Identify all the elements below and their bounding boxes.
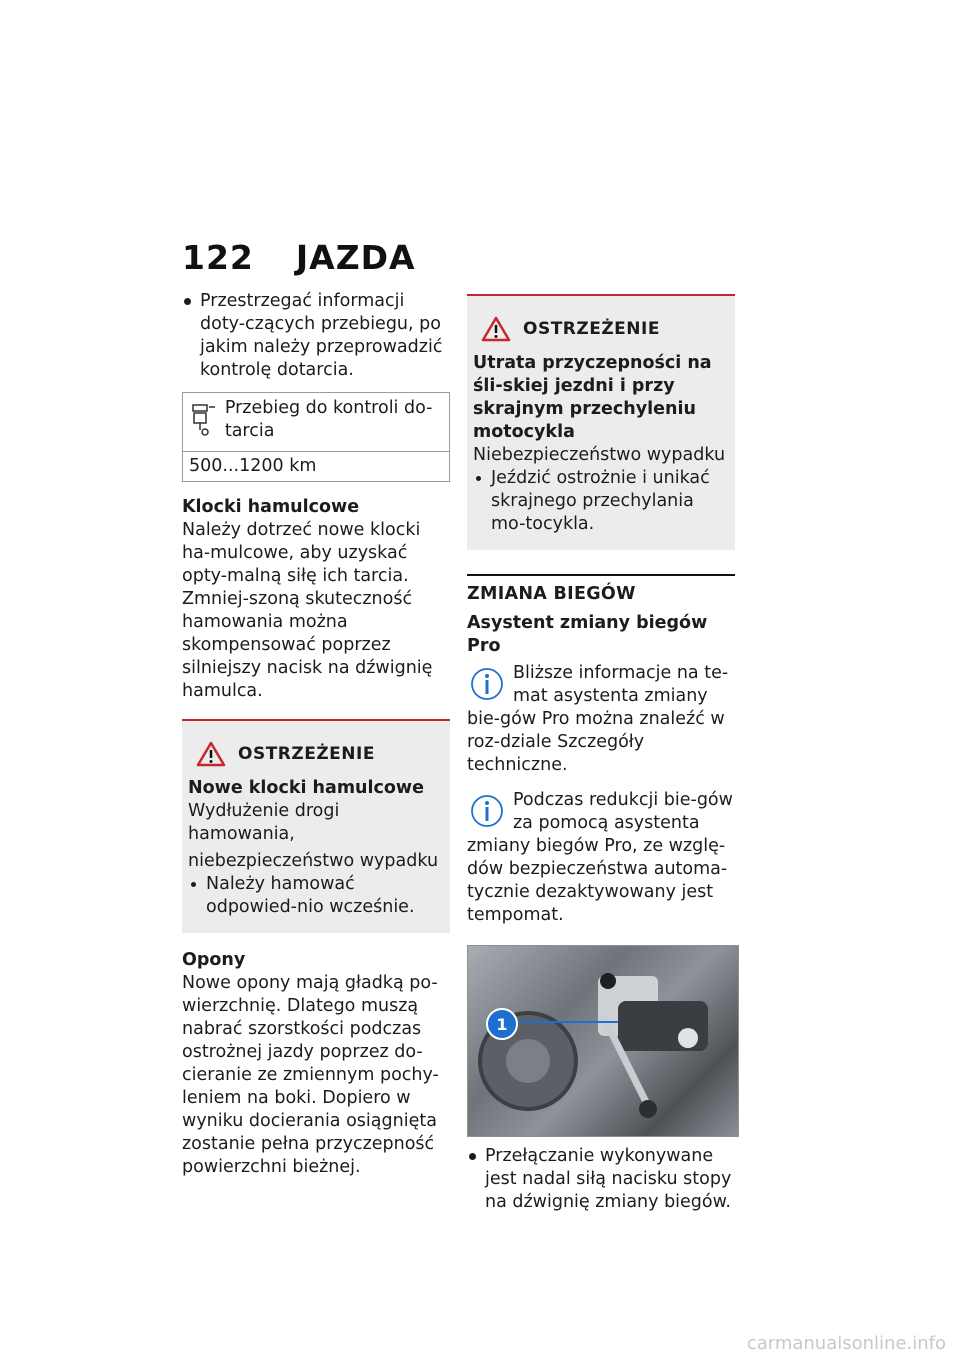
- warning-box-brakes: [182, 719, 450, 933]
- page-number: 122: [182, 238, 254, 277]
- shift-assistant-photo: [467, 945, 739, 1137]
- brakes-text: Należy dotrzeć nowe klocki ha-mulcowe, aby uzyskać opty-malną siłę ich tarcia. Zmniej-szoną skuteczność hamowania można skompensować poprzez silniejszy nacisk na dźwignię hamulca.: [182, 520, 433, 701]
- left-column: [182, 290, 450, 1179]
- info-text-2: Podczas redukcji bie-gów za pomocą asystenta zmiany biegów Pro, ze wzglę-dów bezpieczeństwa automa-tycznie dezaktywowany jest tempomat.: [467, 790, 733, 925]
- table-value: 500...1200 km: [189, 456, 317, 476]
- warning-title: Nowe klocki hamulcowe: [188, 778, 424, 798]
- table-caption: Przebieg do kontroli do-tarcia: [224, 398, 433, 441]
- section-title: ZMIANA BIEGÓW: [467, 574, 735, 604]
- brakes-heading: Klocki hamulcowe: [182, 497, 360, 517]
- odometer-icon: [183, 397, 225, 447]
- warning-text-1: Wydłużenie drogi hamowania,: [188, 801, 340, 844]
- info-icon: [469, 666, 505, 704]
- callout-marker: 1: [486, 1008, 518, 1040]
- warning-icon: [481, 316, 511, 342]
- info-block-2: [467, 789, 735, 927]
- subsection-title: Asystent zmiany biegów Pro: [467, 613, 708, 656]
- tires-heading: Opony: [182, 950, 246, 970]
- right-column: [467, 290, 735, 1214]
- chapter-title: JAZDA: [295, 238, 416, 277]
- bullet-shift-info: Przełączanie wykonywane jest nadal siłą nacisku stopy na dźwignię zmiany biegów.: [467, 1145, 735, 1214]
- warning-bullet: Należy hamować odpowied-nio wcześnie.: [188, 873, 444, 919]
- warning-text: Niebezpieczeństwo wypadku: [473, 445, 726, 465]
- bullet-check-info: Przestrzegać informacji doty-czących przebiegu, po jakim należy przeprowadzić kontrolę dotarcia.: [182, 290, 450, 382]
- break-in-table: [182, 392, 450, 482]
- warning-title: Utrata przyczepności na śli-skiej jezdni i przy skrajnym przechyleniu motocykla: [473, 353, 712, 442]
- page-header: [182, 238, 416, 277]
- warning-bullet: Jeździć ostrożnie i unikać skrajnego przechylania mo-tocykla.: [473, 467, 729, 536]
- info-icon: [469, 793, 505, 831]
- gear-shift-illustration: [468, 946, 738, 1136]
- warning-label: OSTRZEŻENIE: [238, 744, 375, 764]
- warning-icon: [196, 741, 226, 767]
- warning-text-2: niebezpieczeństwo wypadku: [188, 851, 439, 871]
- warning-box-traction: [467, 294, 735, 550]
- watermark: carmanualsonline.info: [746, 1333, 946, 1354]
- info-block-1: [467, 662, 735, 777]
- info-text-1: Bliższe informacje na te-mat asystenta zmiany bie-gów Pro można znaleźć w roz-dziale Szczegóły techniczne.: [467, 663, 729, 775]
- warning-label: OSTRZEŻENIE: [523, 319, 660, 339]
- tires-text: Nowe opony mają gładką po-wierzchnię. Dlatego muszą nabrać szorstkości podczas ostrożnej jazdy poprzez do-cieranie ze zmiennym pochy-leniem na boki. Dopiero w wyniku docierania osiągnięta zostanie pełna przyczepność powierzchni bieżnej.: [182, 973, 439, 1177]
